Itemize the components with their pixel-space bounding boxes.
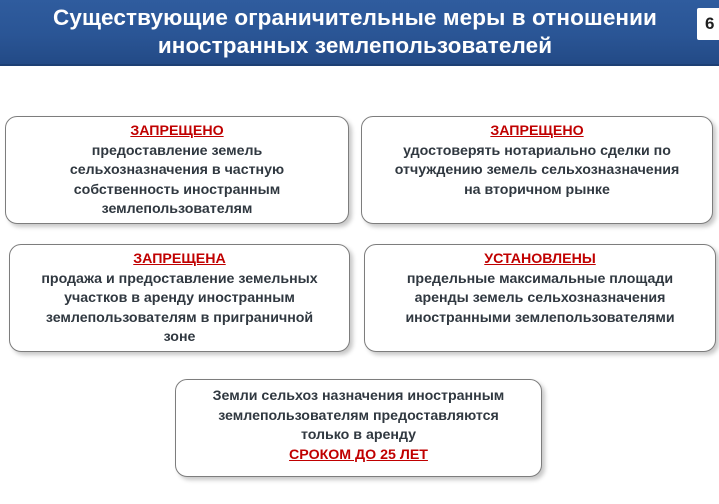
card-text-line: удостоверять нотариально сделки по [403,142,671,159]
restriction-card-area-limits [364,244,716,352]
card-text-line: продажа и предоставление земельных [41,270,318,287]
card-text-line: только в аренду [300,427,417,443]
restriction-card-border-zone [9,244,350,352]
card-text-line: участков в аренду иностранным [64,290,295,306]
slide-title-line-2: иностранных землепользователей [157,33,553,58]
lease-term-card [175,379,542,477]
card-text-line: Земли сельхоз назначения иностранным [212,388,505,404]
slide-header [0,0,719,66]
slide-title-line-1: Существующие ограничительные меры в отношении [52,5,657,30]
card-text-line: отчуждению земель сельхозназначения [394,162,680,178]
restriction-card-private-ownership [5,116,349,224]
lease-term-accent: СРОКОМ ДО 25 ЛЕТ [289,446,428,463]
card-heading: ЗАПРЕЩЕНО [490,123,584,139]
card-text-line: предельные максимальные площади [406,270,674,287]
restriction-card-notarial-deals [361,116,713,224]
card-text-line: землепользователям [101,201,253,217]
slide-title [20,4,690,60]
card-text-line: аренды земель сельхозназначения [414,290,666,306]
card-text-line: иностранными землепользователями [405,309,675,326]
card-text-line: собственность иностранным [73,181,281,198]
card-text-line: предоставление земель [91,142,263,159]
card-text-line: на вторичном рынке [464,181,610,198]
card-text-line: зоне [163,329,196,345]
card-heading: ЗАПРЕЩЕНО [130,123,224,139]
card-text-line: сельхозназначения в частную [69,162,285,178]
card-heading: ЗАПРЕЩЕНА [133,251,226,267]
card-text-line: землепользователям в приграничной [45,309,314,326]
page-number: 6 [697,8,719,40]
card-heading: УСТАНОВЛЕНЫ [484,251,596,267]
card-text-line: землепользователям предоставляются [218,407,499,424]
